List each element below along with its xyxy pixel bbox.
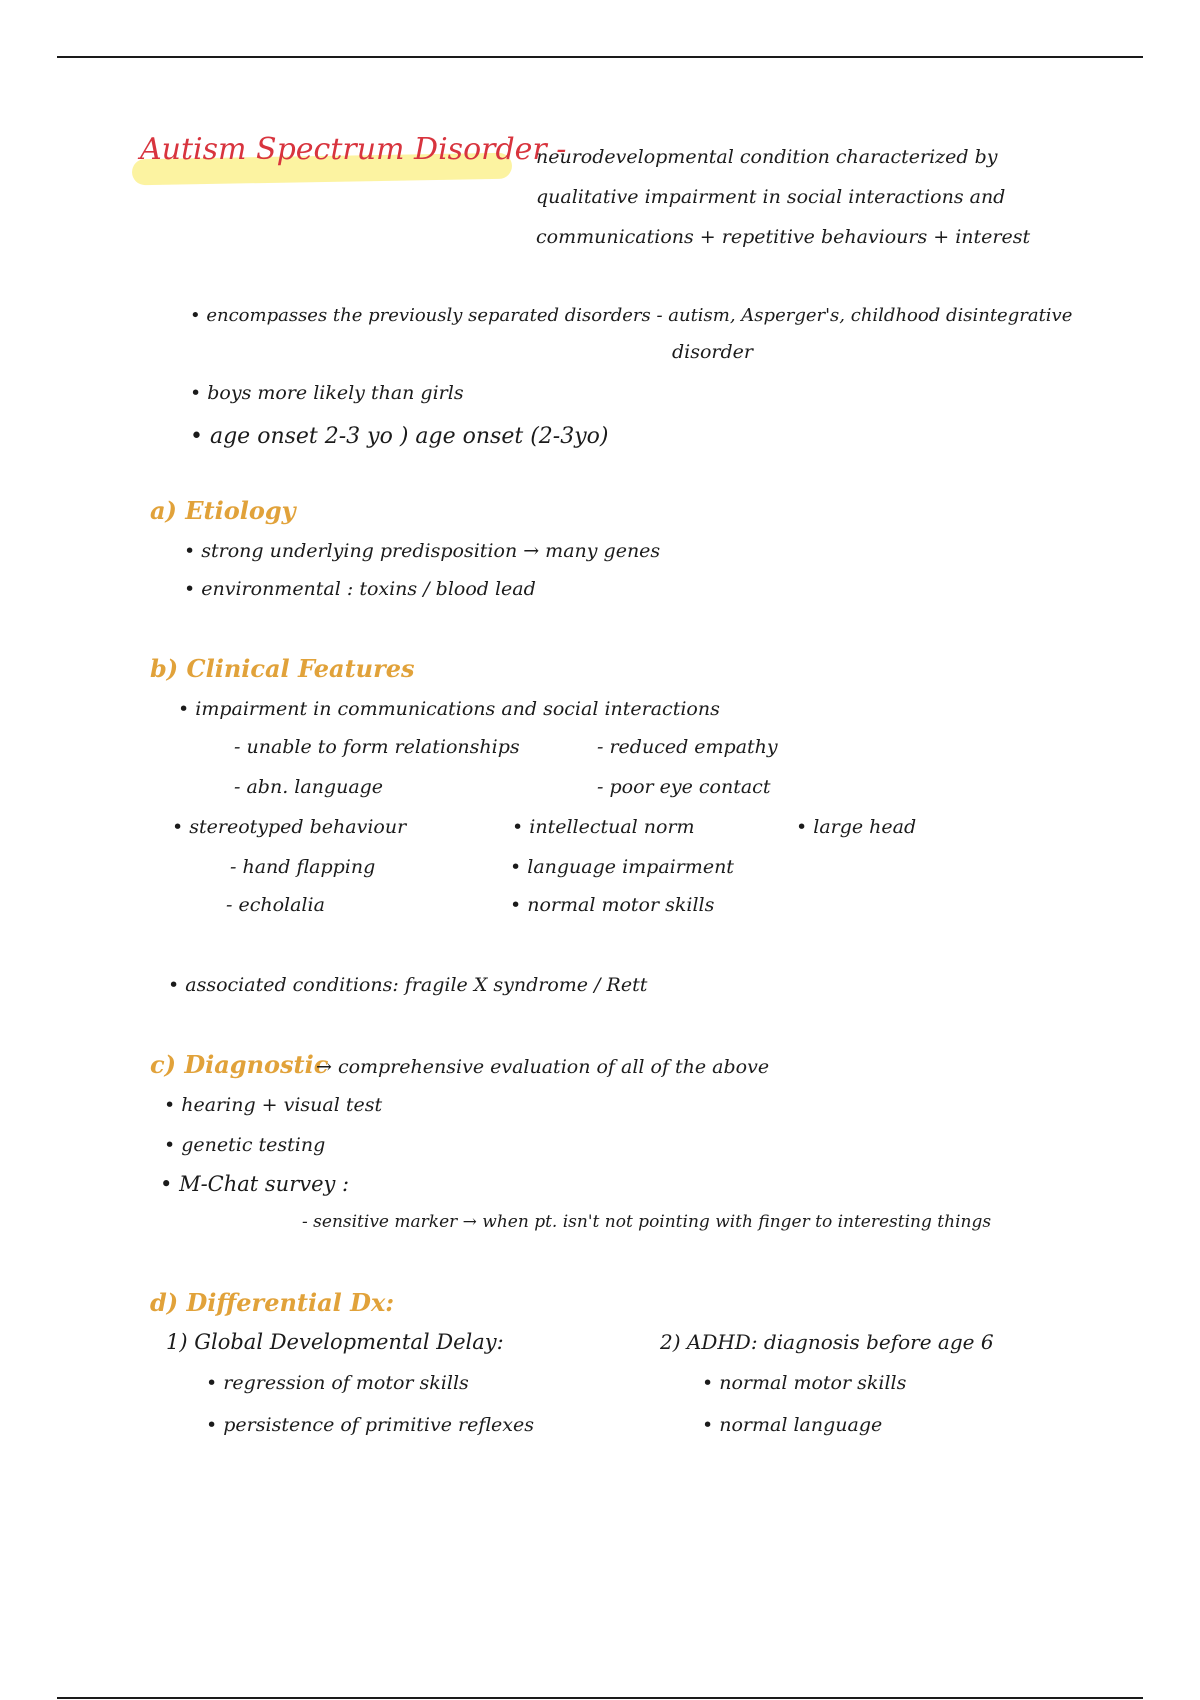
clinical-impairment: • impairment in communications and social interactions xyxy=(178,698,720,720)
etiology-item-1: • strong underlying predisposition → many genes xyxy=(184,540,660,562)
clinical-language-impairment: • language impairment xyxy=(510,856,734,878)
clinical-heading: b) Clinical Features xyxy=(150,654,415,683)
differential-adhd-item-2: • normal language xyxy=(702,1414,882,1436)
etiology-item-2: • environmental : toxins / blood lead xyxy=(184,578,536,600)
diagnostic-tail: → comprehensive evaluation of all of the above xyxy=(316,1056,770,1078)
clinical-sub-eye-contact: - poor eye contact xyxy=(597,776,770,798)
definition-line-3: communications + repetitive behaviours + interest xyxy=(536,226,1031,248)
differential-adhd-item-1: • normal motor skills xyxy=(702,1372,906,1394)
diagnostic-item-2: • genetic testing xyxy=(164,1134,325,1156)
top-rule xyxy=(57,56,1143,58)
intro-encompasses-cont: disorder xyxy=(672,341,754,363)
clinical-sub-relationships: - unable to form relationships xyxy=(234,736,520,758)
etiology-heading: a) Etiology xyxy=(150,496,296,525)
page-title: Autism Spectrum Disorder - xyxy=(140,132,567,167)
clinical-stereotyped: • stereotyped behaviour xyxy=(172,816,406,838)
differential-gdd-title: 1) Global Developmental Delay: xyxy=(166,1330,504,1354)
intro-encompasses: • encompasses the previously separated disorders - autism, Asperger's, childhood disintegrative xyxy=(190,305,1072,326)
differential-adhd-title: 2) ADHD: diagnosis before age 6 xyxy=(660,1330,994,1354)
clinical-intellectual: • intellectual norm xyxy=(512,816,695,838)
diagnostic-heading: c) Diagnostic xyxy=(150,1050,329,1079)
clinical-large-head: • large head xyxy=(796,816,916,838)
definition-line-2: qualitative impairment in social interactions and xyxy=(536,186,1006,208)
definition-line-1: neurodevelopmental condition characterized by xyxy=(536,146,998,168)
diagnostic-item-3: • M-Chat survey : xyxy=(160,1172,349,1196)
clinical-hand-flapping: - hand flapping xyxy=(230,856,375,878)
differential-gdd-item-1: • regression of motor skills xyxy=(206,1372,469,1394)
intro-age: • age onset 2-3 yo ) age onset (2-3yo) xyxy=(190,424,608,449)
clinical-normal-motor: • normal motor skills xyxy=(510,894,714,916)
bottom-rule xyxy=(57,1697,1143,1699)
intro-boys: • boys more likely than girls xyxy=(190,382,464,404)
clinical-echolalia: - echolalia xyxy=(226,894,325,916)
clinical-associated: • associated conditions: fragile X syndrome / Rett xyxy=(168,974,647,996)
clinical-sub-empathy: - reduced empathy xyxy=(597,736,778,758)
title-block xyxy=(140,132,566,167)
differential-gdd-item-2: • persistence of primitive reflexes xyxy=(206,1414,534,1436)
diagnostic-item-1: • hearing + visual test xyxy=(164,1094,382,1116)
clinical-sub-language: - abn. language xyxy=(234,776,383,798)
diagnostic-marker: - sensitive marker → when pt. isn't not pointing with finger to interesting things xyxy=(302,1212,991,1232)
differential-heading: d) Differential Dx: xyxy=(150,1288,395,1317)
